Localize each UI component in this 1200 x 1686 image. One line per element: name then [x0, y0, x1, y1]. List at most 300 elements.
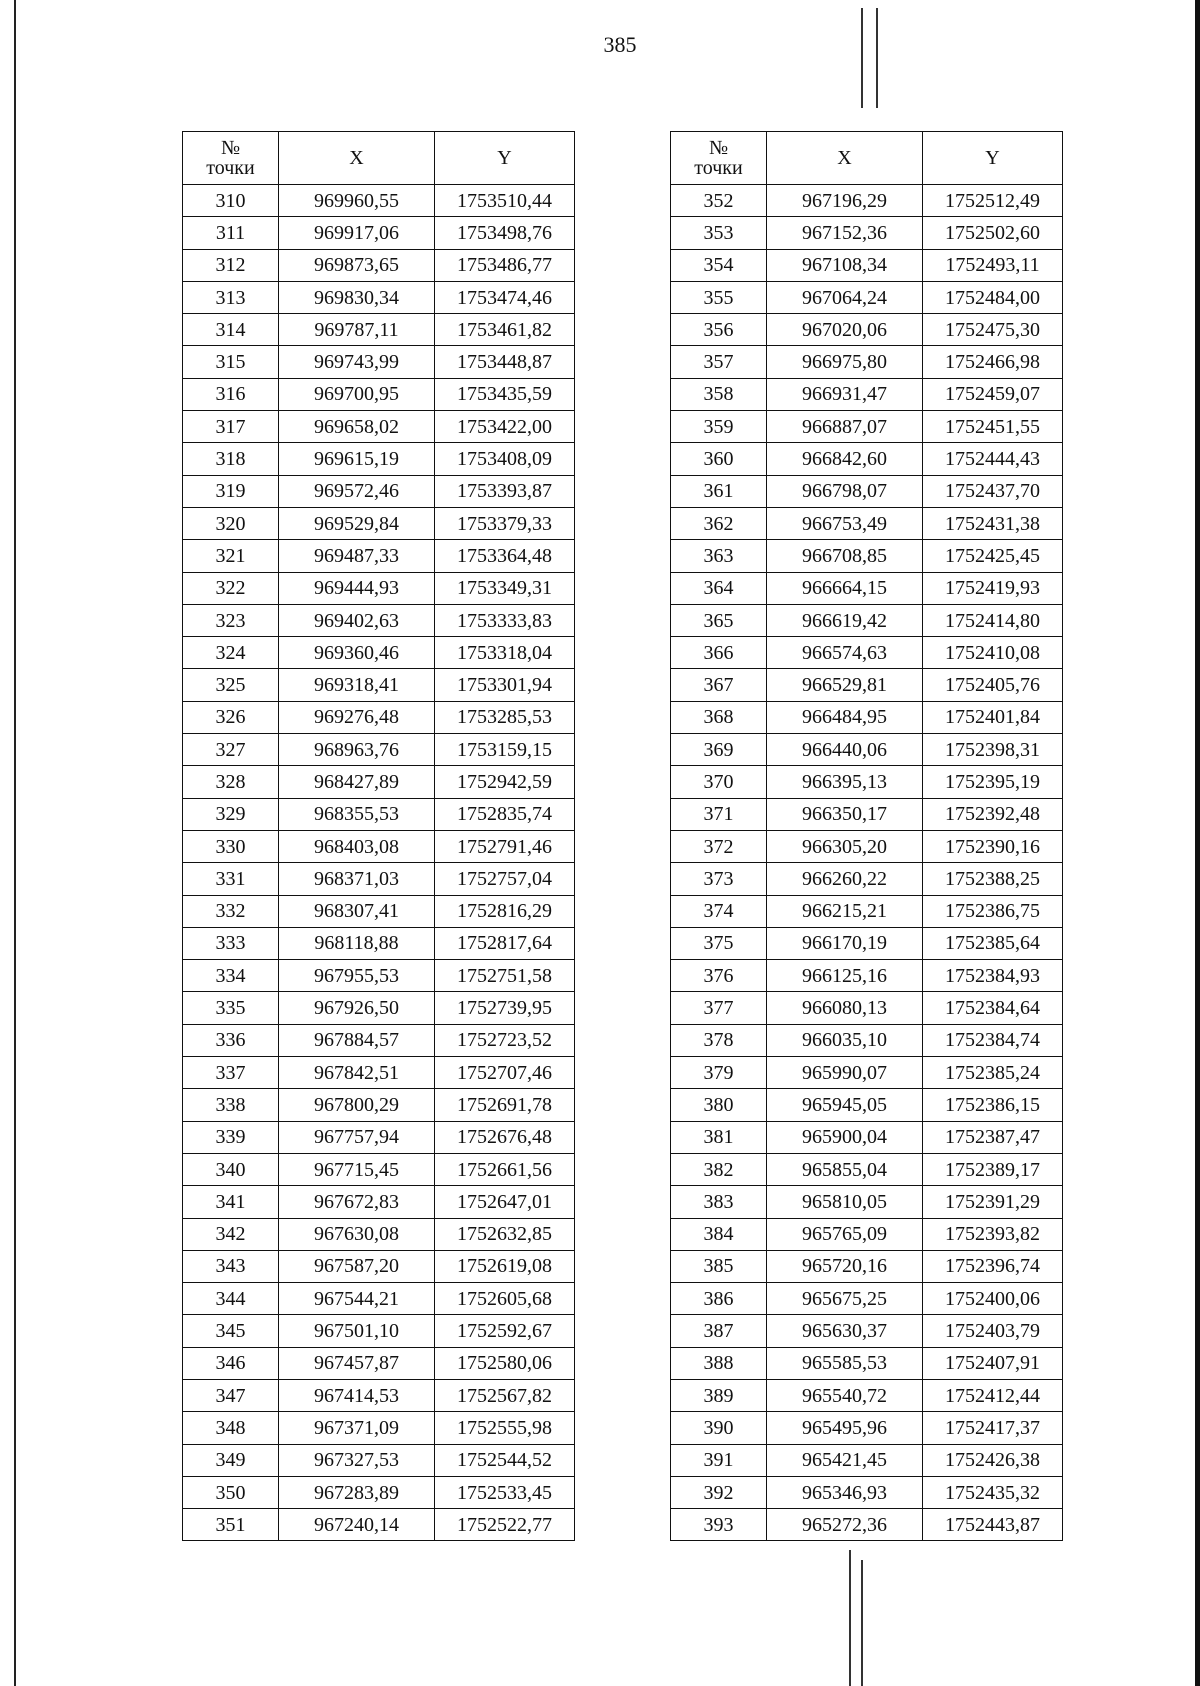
point-number-cell: 389 [671, 1379, 767, 1411]
point-number-cell: 358 [671, 378, 767, 410]
y-cell: 1752384,74 [923, 1024, 1063, 1056]
table-row [183, 1218, 575, 1250]
x-cell: 966260,22 [767, 863, 923, 895]
table-row [671, 604, 1063, 636]
y-cell: 1752410,08 [923, 637, 1063, 669]
x-cell: 969960,55 [279, 185, 435, 217]
y-cell: 1752676,48 [435, 1121, 575, 1153]
x-cell: 968355,53 [279, 798, 435, 830]
x-cell: 968963,76 [279, 734, 435, 766]
y-cell: 1753364,48 [435, 540, 575, 572]
x-cell: 967926,50 [279, 992, 435, 1024]
x-cell: 967020,06 [767, 314, 923, 346]
point-number-cell: 364 [671, 572, 767, 604]
table-header-row [671, 132, 1063, 185]
x-cell: 967800,29 [279, 1089, 435, 1121]
x-cell: 967414,53 [279, 1379, 435, 1411]
table-row [183, 475, 575, 507]
point-number-cell: 377 [671, 992, 767, 1024]
table-row [671, 1476, 1063, 1508]
table-row [183, 830, 575, 862]
table-row [671, 734, 1063, 766]
table-row [671, 1089, 1063, 1121]
x-cell: 966035,10 [767, 1024, 923, 1056]
y-cell: 1752567,82 [435, 1379, 575, 1411]
table-row [183, 378, 575, 410]
point-number-cell: 357 [671, 346, 767, 378]
point-number-header: № точки [183, 132, 279, 185]
point-number-cell: 359 [671, 411, 767, 443]
point-number-cell: 341 [183, 1186, 279, 1218]
x-cell: 965421,45 [767, 1444, 923, 1476]
x-cell: 965540,72 [767, 1379, 923, 1411]
y-cell: 1753422,00 [435, 411, 575, 443]
binding-mark-bottom-2 [861, 1560, 863, 1686]
point-number-cell: 368 [671, 701, 767, 733]
point-number-cell: 331 [183, 863, 279, 895]
table-row [671, 637, 1063, 669]
point-number-cell: 330 [183, 830, 279, 862]
x-cell: 967371,09 [279, 1412, 435, 1444]
x-cell: 967884,57 [279, 1024, 435, 1056]
x-cell: 969787,11 [279, 314, 435, 346]
table-row [183, 1153, 575, 1185]
x-cell: 965495,96 [767, 1412, 923, 1444]
table-row [671, 1153, 1063, 1185]
y-header: Y [923, 132, 1063, 185]
point-number-cell: 316 [183, 378, 279, 410]
point-number-cell: 326 [183, 701, 279, 733]
point-number-cell: 380 [671, 1089, 767, 1121]
y-cell: 1752384,64 [923, 992, 1063, 1024]
table-row [671, 1186, 1063, 1218]
y-cell: 1752605,68 [435, 1283, 575, 1315]
y-cell: 1752400,06 [923, 1283, 1063, 1315]
x-cell: 969830,34 [279, 281, 435, 313]
y-cell: 1752533,45 [435, 1476, 575, 1508]
x-cell: 969318,41 [279, 669, 435, 701]
point-number-cell: 345 [183, 1315, 279, 1347]
table-row [671, 378, 1063, 410]
x-cell: 966484,95 [767, 701, 923, 733]
table-row [183, 1089, 575, 1121]
point-number-cell: 311 [183, 217, 279, 249]
table-row [671, 830, 1063, 862]
y-cell: 1753435,59 [435, 378, 575, 410]
y-cell: 1753486,77 [435, 249, 575, 281]
y-cell: 1752384,93 [923, 960, 1063, 992]
point-number-cell: 335 [183, 992, 279, 1024]
table-row [671, 314, 1063, 346]
table-row [183, 185, 575, 217]
point-number-cell: 361 [671, 475, 767, 507]
x-cell: 966395,13 [767, 766, 923, 798]
point-number-cell: 387 [671, 1315, 767, 1347]
point-number-cell: 370 [671, 766, 767, 798]
y-cell: 1752403,79 [923, 1315, 1063, 1347]
y-cell: 1752451,55 [923, 411, 1063, 443]
point-number-cell: 324 [183, 637, 279, 669]
point-number-cell: 379 [671, 1057, 767, 1089]
point-number-cell: 328 [183, 766, 279, 798]
point-number-cell: 310 [183, 185, 279, 217]
x-cell: 966708,85 [767, 540, 923, 572]
table-row [183, 1250, 575, 1282]
x-cell: 969917,06 [279, 217, 435, 249]
point-number-cell: 312 [183, 249, 279, 281]
point-number-cell: 347 [183, 1379, 279, 1411]
x-cell: 967457,87 [279, 1347, 435, 1379]
y-cell: 1752444,43 [923, 443, 1063, 475]
y-cell: 1752484,00 [923, 281, 1063, 313]
point-number-cell: 334 [183, 960, 279, 992]
x-cell: 967757,94 [279, 1121, 435, 1153]
table-row [183, 604, 575, 636]
point-number-cell: 374 [671, 895, 767, 927]
point-number-cell: 392 [671, 1476, 767, 1508]
x-cell: 968307,41 [279, 895, 435, 927]
point-number-cell: 386 [671, 1283, 767, 1315]
y-cell: 1752405,76 [923, 669, 1063, 701]
point-number-cell: 388 [671, 1347, 767, 1379]
table-row [183, 798, 575, 830]
table-row [671, 766, 1063, 798]
table-row [183, 734, 575, 766]
y-cell: 1752417,37 [923, 1412, 1063, 1444]
y-cell: 1752395,19 [923, 766, 1063, 798]
x-cell: 966215,21 [767, 895, 923, 927]
y-cell: 1752647,01 [435, 1186, 575, 1218]
table-row [671, 1121, 1063, 1153]
x-cell: 969572,46 [279, 475, 435, 507]
x-header: X [767, 132, 923, 185]
point-number-cell: 349 [183, 1444, 279, 1476]
scan-edge-left [14, 0, 16, 1686]
table-row [671, 798, 1063, 830]
y-cell: 1752386,15 [923, 1089, 1063, 1121]
point-number-cell: 351 [183, 1509, 279, 1541]
x-cell: 967501,10 [279, 1315, 435, 1347]
table-row [671, 960, 1063, 992]
x-cell: 969487,33 [279, 540, 435, 572]
table-row [671, 1412, 1063, 1444]
x-cell: 966842,60 [767, 443, 923, 475]
y-cell: 1752390,16 [923, 830, 1063, 862]
x-cell: 965765,09 [767, 1218, 923, 1250]
point-number-cell: 329 [183, 798, 279, 830]
table-row [183, 1476, 575, 1508]
y-cell: 1752435,32 [923, 1476, 1063, 1508]
y-cell: 1752661,56 [435, 1153, 575, 1185]
table-row [183, 992, 575, 1024]
point-number-cell: 336 [183, 1024, 279, 1056]
point-number-cell: 317 [183, 411, 279, 443]
table-row [183, 314, 575, 346]
y-cell: 1753285,53 [435, 701, 575, 733]
y-cell: 1753408,09 [435, 443, 575, 475]
x-cell: 966574,63 [767, 637, 923, 669]
y-cell: 1753159,15 [435, 734, 575, 766]
point-number-header: № точки [671, 132, 767, 185]
point-number-cell: 365 [671, 604, 767, 636]
y-cell: 1752580,06 [435, 1347, 575, 1379]
table-row [183, 701, 575, 733]
point-number-cell: 320 [183, 507, 279, 539]
table-row [671, 1347, 1063, 1379]
table-row [183, 281, 575, 313]
x-cell: 966664,15 [767, 572, 923, 604]
y-cell: 1752632,85 [435, 1218, 575, 1250]
y-cell: 1752391,29 [923, 1186, 1063, 1218]
table-row [671, 572, 1063, 604]
table-row [183, 1057, 575, 1089]
table-row [183, 217, 575, 249]
y-cell: 1752392,48 [923, 798, 1063, 830]
point-number-cell: 371 [671, 798, 767, 830]
point-number-cell: 332 [183, 895, 279, 927]
y-cell: 1752412,44 [923, 1379, 1063, 1411]
y-cell: 1752691,78 [435, 1089, 575, 1121]
point-number-cell: 367 [671, 669, 767, 701]
table-row [183, 1121, 575, 1153]
point-number-cell: 376 [671, 960, 767, 992]
point-number-cell: 363 [671, 540, 767, 572]
y-cell: 1752385,64 [923, 927, 1063, 959]
x-cell: 965900,04 [767, 1121, 923, 1153]
y-cell: 1753349,31 [435, 572, 575, 604]
x-cell: 969444,93 [279, 572, 435, 604]
y-cell: 1753393,87 [435, 475, 575, 507]
table-row [183, 1347, 575, 1379]
x-cell: 965630,37 [767, 1315, 923, 1347]
x-cell: 966975,80 [767, 346, 923, 378]
y-cell: 1752592,67 [435, 1315, 575, 1347]
point-number-cell: 338 [183, 1089, 279, 1121]
x-cell: 967196,29 [767, 185, 923, 217]
x-cell: 967715,45 [279, 1153, 435, 1185]
y-cell: 1752757,04 [435, 863, 575, 895]
point-number-cell: 313 [183, 281, 279, 313]
x-cell: 967327,53 [279, 1444, 435, 1476]
table-row [183, 1315, 575, 1347]
table-row [671, 443, 1063, 475]
x-cell: 969360,46 [279, 637, 435, 669]
x-cell: 967544,21 [279, 1283, 435, 1315]
x-cell: 967955,53 [279, 960, 435, 992]
point-number-cell: 393 [671, 1509, 767, 1541]
table-row [183, 540, 575, 572]
y-cell: 1752466,98 [923, 346, 1063, 378]
y-cell: 1752739,95 [435, 992, 575, 1024]
x-cell: 967152,36 [767, 217, 923, 249]
y-cell: 1752751,58 [435, 960, 575, 992]
table-row [671, 927, 1063, 959]
table-row [671, 1379, 1063, 1411]
table-row [671, 1283, 1063, 1315]
point-number-cell: 356 [671, 314, 767, 346]
y-cell: 1752816,29 [435, 895, 575, 927]
x-cell: 966753,49 [767, 507, 923, 539]
table-row [671, 1509, 1063, 1541]
table-row [671, 475, 1063, 507]
y-cell: 1752522,77 [435, 1509, 575, 1541]
point-number-cell: 375 [671, 927, 767, 959]
y-cell: 1752386,75 [923, 895, 1063, 927]
table-row [183, 960, 575, 992]
table-row [183, 927, 575, 959]
x-cell: 967587,20 [279, 1250, 435, 1282]
y-cell: 1752512,49 [923, 185, 1063, 217]
x-cell: 965720,16 [767, 1250, 923, 1282]
y-cell: 1752385,24 [923, 1057, 1063, 1089]
point-number-cell: 340 [183, 1153, 279, 1185]
y-cell: 1752555,98 [435, 1412, 575, 1444]
y-cell: 1753498,76 [435, 217, 575, 249]
y-cell: 1753448,87 [435, 346, 575, 378]
point-number-cell: 325 [183, 669, 279, 701]
x-cell: 967064,24 [767, 281, 923, 313]
coordinates-table-left [182, 131, 575, 1541]
table-row [671, 1315, 1063, 1347]
table-row [671, 217, 1063, 249]
point-number-cell: 391 [671, 1444, 767, 1476]
x-cell: 966080,13 [767, 992, 923, 1024]
x-cell: 969615,19 [279, 443, 435, 475]
y-cell: 1752459,07 [923, 378, 1063, 410]
y-cell: 1752393,82 [923, 1218, 1063, 1250]
x-cell: 965272,36 [767, 1509, 923, 1541]
x-cell: 966125,16 [767, 960, 923, 992]
x-cell: 969529,84 [279, 507, 435, 539]
y-cell: 1752425,45 [923, 540, 1063, 572]
table-row [183, 1444, 575, 1476]
x-cell: 966619,42 [767, 604, 923, 636]
y-cell: 1752414,80 [923, 604, 1063, 636]
point-number-cell: 383 [671, 1186, 767, 1218]
y-cell: 1752388,25 [923, 863, 1063, 895]
y-cell: 1753461,82 [435, 314, 575, 346]
table-row [183, 1186, 575, 1218]
table-row [183, 572, 575, 604]
table-row [183, 443, 575, 475]
table-row [671, 540, 1063, 572]
table-row [671, 1057, 1063, 1089]
x-cell: 969402,63 [279, 604, 435, 636]
y-cell: 1752396,74 [923, 1250, 1063, 1282]
x-cell: 965990,07 [767, 1057, 923, 1089]
table-row [671, 895, 1063, 927]
y-cell: 1752723,52 [435, 1024, 575, 1056]
table-row [671, 992, 1063, 1024]
y-cell: 1752942,59 [435, 766, 575, 798]
x-cell: 967630,08 [279, 1218, 435, 1250]
binding-mark-bottom [849, 1550, 851, 1686]
x-cell: 965585,53 [767, 1347, 923, 1379]
y-cell: 1752619,08 [435, 1250, 575, 1282]
point-number-cell: 385 [671, 1250, 767, 1282]
table-row [671, 411, 1063, 443]
y-cell: 1752387,47 [923, 1121, 1063, 1153]
point-number-cell: 362 [671, 507, 767, 539]
x-cell: 965945,05 [767, 1089, 923, 1121]
point-number-cell: 323 [183, 604, 279, 636]
point-number-cell: 382 [671, 1153, 767, 1185]
x-cell: 966440,06 [767, 734, 923, 766]
y-header: Y [435, 132, 575, 185]
x-cell: 967842,51 [279, 1057, 435, 1089]
point-number-cell: 372 [671, 830, 767, 862]
x-cell: 966887,07 [767, 411, 923, 443]
point-number-cell: 321 [183, 540, 279, 572]
point-number-cell: 381 [671, 1121, 767, 1153]
x-cell: 967240,14 [279, 1509, 435, 1541]
point-number-cell: 319 [183, 475, 279, 507]
table-row [671, 1250, 1063, 1282]
point-number-cell: 353 [671, 217, 767, 249]
y-cell: 1753301,94 [435, 669, 575, 701]
point-number-cell: 339 [183, 1121, 279, 1153]
point-number-cell: 343 [183, 1250, 279, 1282]
point-number-cell: 350 [183, 1476, 279, 1508]
y-cell: 1752502,60 [923, 217, 1063, 249]
x-cell: 969700,95 [279, 378, 435, 410]
y-cell: 1752835,74 [435, 798, 575, 830]
table-row [183, 411, 575, 443]
x-header: X [279, 132, 435, 185]
point-number-cell: 373 [671, 863, 767, 895]
y-cell: 1752437,70 [923, 475, 1063, 507]
point-number-cell: 390 [671, 1412, 767, 1444]
x-cell: 967108,34 [767, 249, 923, 281]
y-cell: 1752493,11 [923, 249, 1063, 281]
point-number-cell: 322 [183, 572, 279, 604]
y-cell: 1753318,04 [435, 637, 575, 669]
x-cell: 967672,83 [279, 1186, 435, 1218]
coordinates-table-right [670, 131, 1063, 1541]
point-number-cell: 315 [183, 346, 279, 378]
point-number-cell: 354 [671, 249, 767, 281]
point-number-cell: 378 [671, 1024, 767, 1056]
y-cell: 1752791,46 [435, 830, 575, 862]
table-row [183, 1379, 575, 1411]
point-number-cell: 352 [671, 185, 767, 217]
y-cell: 1752426,38 [923, 1444, 1063, 1476]
table-row [671, 507, 1063, 539]
x-cell: 967283,89 [279, 1476, 435, 1508]
table-row [671, 863, 1063, 895]
x-cell: 966350,17 [767, 798, 923, 830]
table-row [183, 1412, 575, 1444]
point-number-cell: 369 [671, 734, 767, 766]
y-cell: 1752475,30 [923, 314, 1063, 346]
binding-mark-top-2 [876, 8, 878, 108]
x-cell: 966305,20 [767, 830, 923, 862]
table-row [183, 507, 575, 539]
point-number-cell: 327 [183, 734, 279, 766]
y-cell: 1752707,46 [435, 1057, 575, 1089]
point-number-cell: 366 [671, 637, 767, 669]
table-row [183, 346, 575, 378]
table-row [183, 669, 575, 701]
point-number-cell: 314 [183, 314, 279, 346]
y-cell: 1752544,52 [435, 1444, 575, 1476]
table-row [183, 249, 575, 281]
point-number-cell: 344 [183, 1283, 279, 1315]
point-number-cell: 384 [671, 1218, 767, 1250]
x-cell: 966529,81 [767, 669, 923, 701]
y-cell: 1752389,17 [923, 1153, 1063, 1185]
binding-mark-top [861, 8, 863, 108]
